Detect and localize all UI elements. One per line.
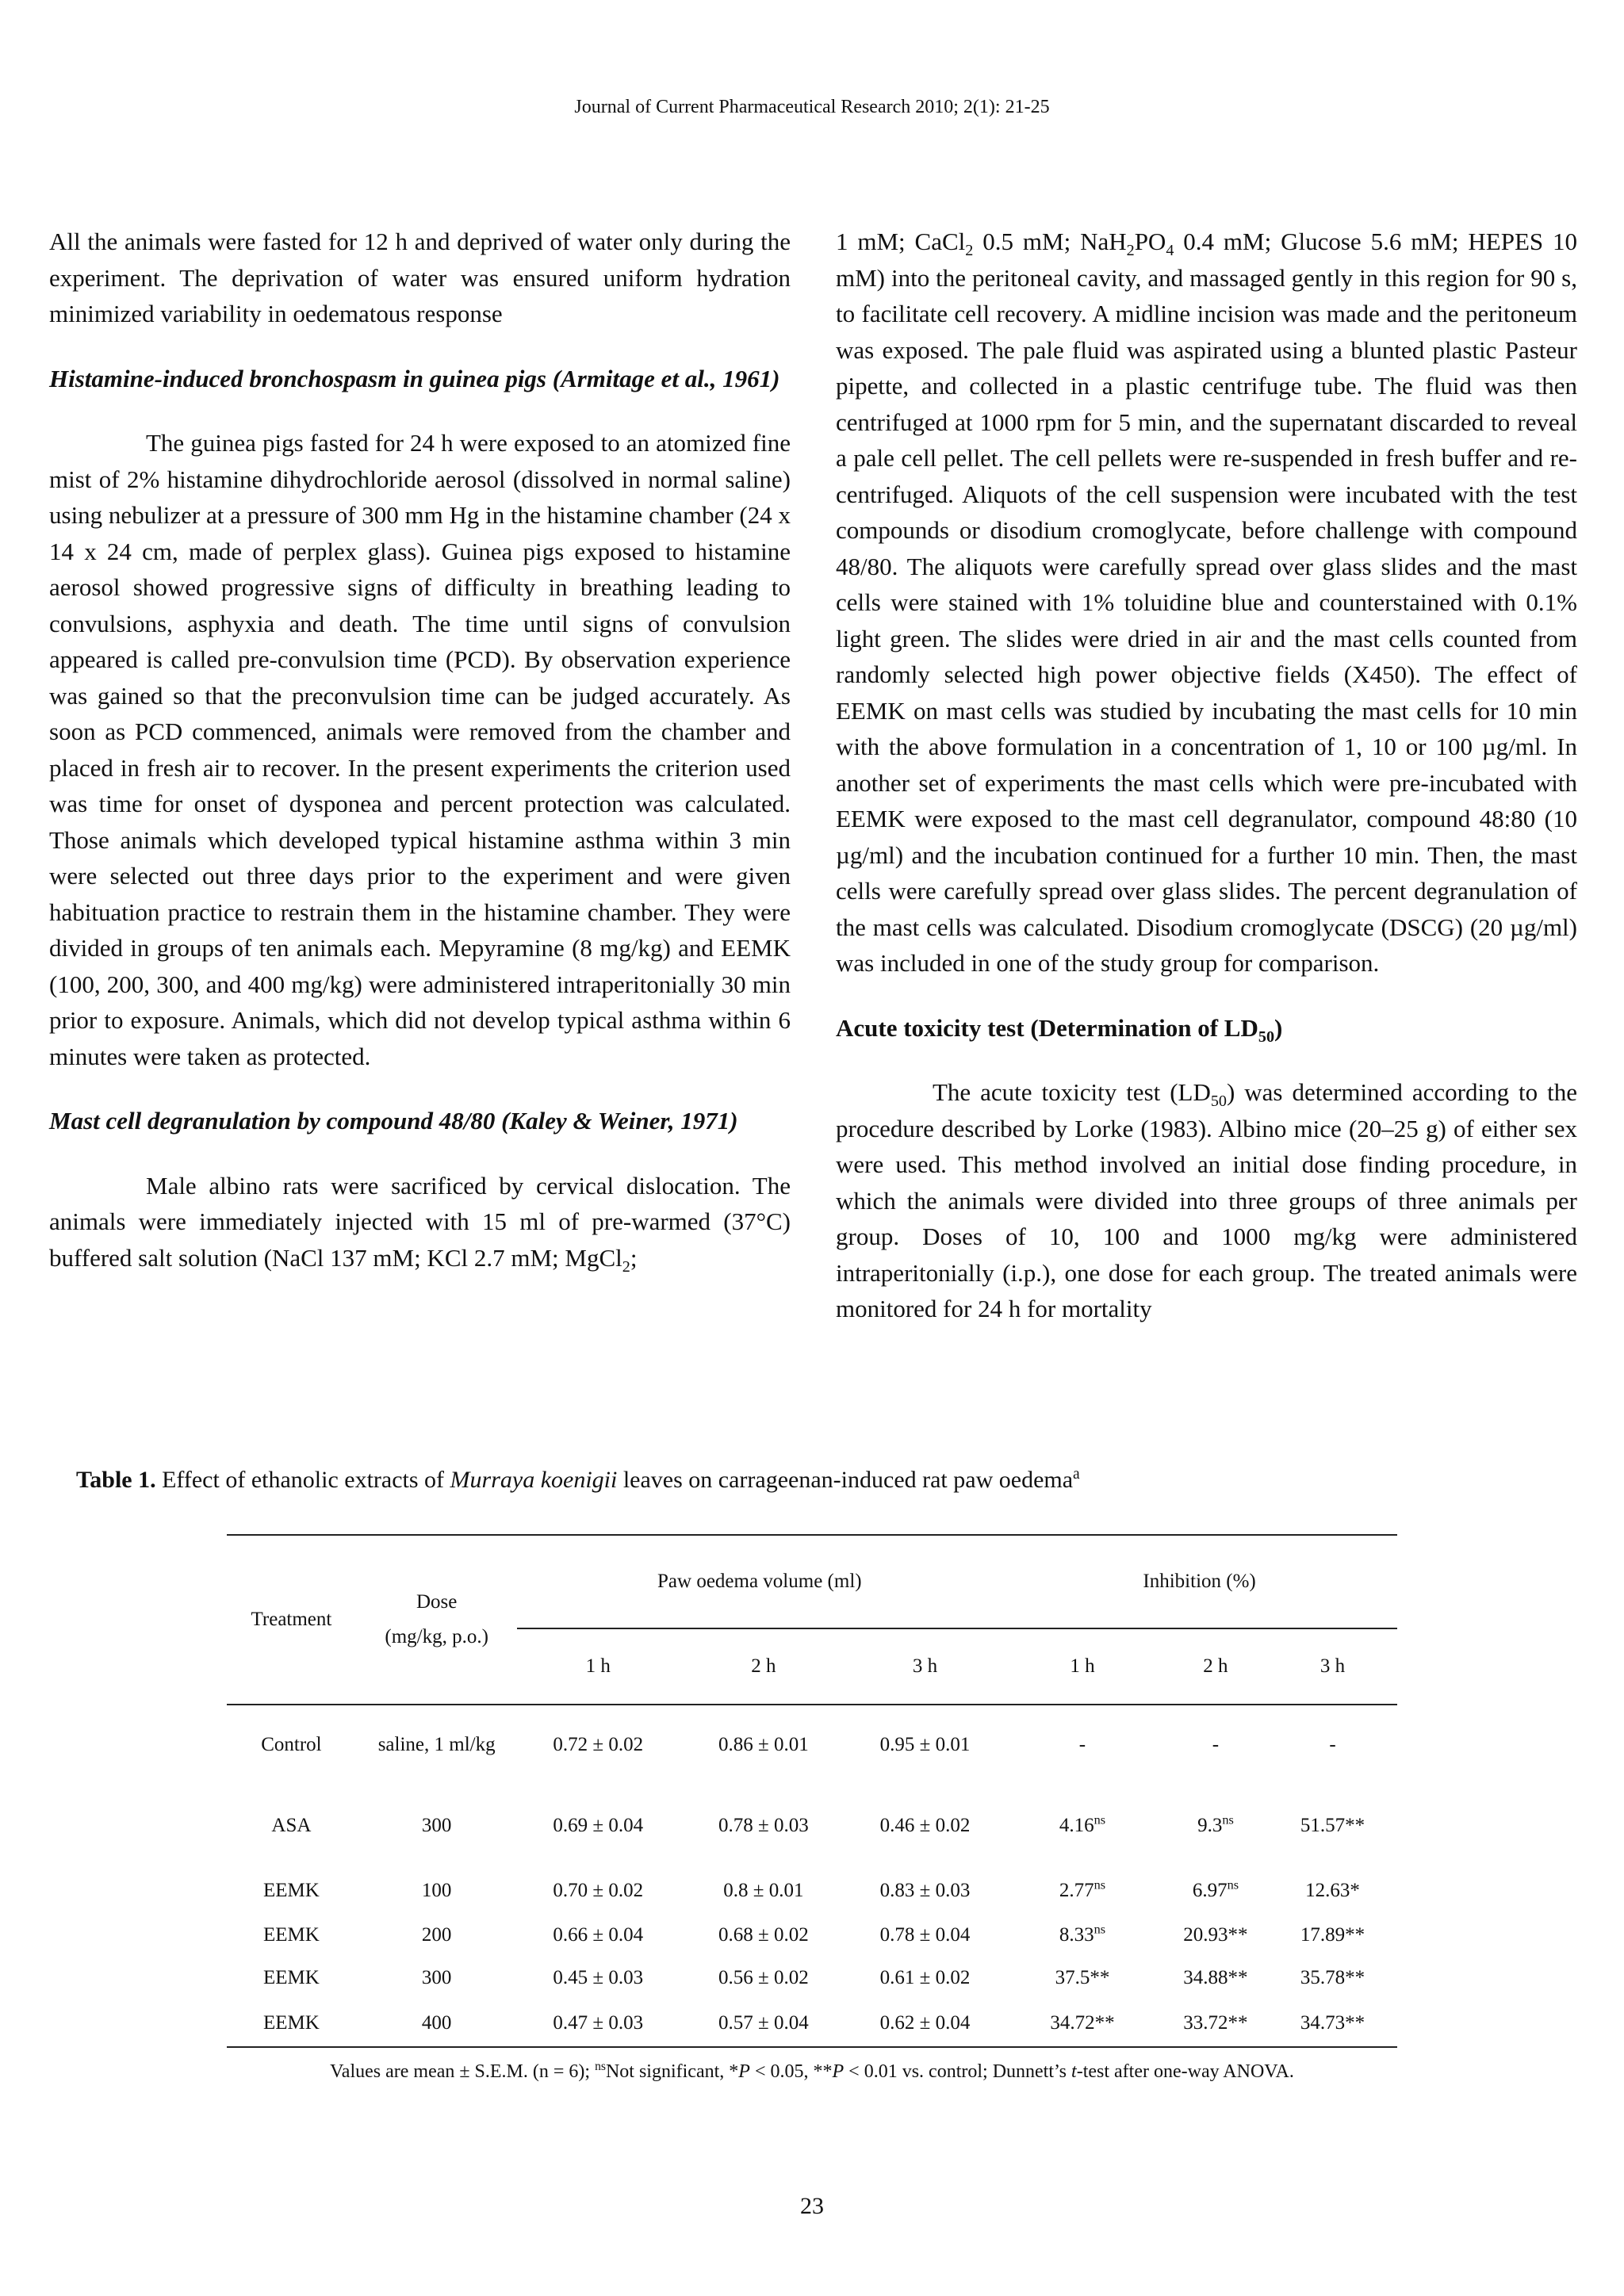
header-treatment: Treatment <box>251 1609 332 1630</box>
page-number: 23 <box>800 2193 824 2219</box>
table-caption: Table 1. Effect of ethanolic extracts of Murraya koenigii leaves on carrageenan-induced rat paw oedema$^a$ <box>76 1466 1080 1493</box>
results-table <box>227 1534 1397 2048</box>
table-row: EEMK 400 0.47 ± 0.03 0.57 ± 0.04 0.62 ± 0.04 34.72** 33.72** 34.73** <box>227 1999 1397 2047</box>
table-row: ASA 300 0.69 ± 0.04 0.78 ± 0.03 0.46 ± 0.02 $4.16^{ns}$ $9.3^{ns}$ 51.57** <box>271 1812 1365 1836</box>
paragraph-mast-method-start: Male albino rats were sacrificed by cervical dislocation. The animals were immediately injected with 15 ml of pre-warmed (37°C) buffered salt solution (NaCl 137 mM; KCl 2.7 mM; MgCl$_2$; <box>49 1171 791 1276</box>
paragraph-histamine-method: The guinea pigs fasted for 24 h were exposed to an atomized fine mist of 2% histamine dihydrochloride aerosol (dissolved in normal saline) using nebulizer at a pressure of 300 mm Hg in the histamine chamber (24 x 14 x 24 cm, made of perplex glass). Guinea pigs exposed to histamine aerosol showed progressive signs of difficulty in breathing leading to convulsions, asphyxia and death. The time until signs of convulsion appeared is called pre-convulsion time (PCD). By observation experience was gained so that the preconvulsion time can be judged accurately. As soon as PCD commenced, animals were removed from the chamber and placed in fresh air to recover. In the present experiments the criterion used was time for onset of dysponea and percent protection was calculated. Those animals which developed typical histamine asthma within 3 min were selected out three days prior to the experiment and were given habituation practice to restrain them in the histamine chamber. They were divided in groups of ten animals each. Mepyramine (8 mg/kg) and EEMK (100, 200, 300, and 400 mg/kg) were administered intraperitonially 30 min prior to exposure. Animals, which did not develop typical asthma within 6 minutes were taken as protected. <box>49 429 791 1070</box>
left-column <box>49 224 791 1276</box>
header-inh-2h: 2 h <box>1203 1655 1228 1677</box>
heading-mast-cell-degranulation: Mast cell degranulation by compound 48/80 (Kaley & Weiner, 1971) <box>49 1107 738 1135</box>
table-footnote: Values are mean ± S.E.M. (n = 6); $^{ns}$Not significant, *P < 0.05, **P < 0.01 vs. control; Dunnett’s t-test after one-way ANOVA. <box>330 2060 1294 2082</box>
header-paw-3h: 3 h <box>912 1655 938 1677</box>
header-paw-1h: 1 h <box>585 1655 611 1677</box>
header-dose: Dose (mg/kg, p.o.) <box>385 1591 488 1647</box>
paragraph-mast-method-continued: 1 mM; CaCl$_2$ 0.5 mM; $NaH_2PO_4$ 0.4 mM; Glucose 5.6 mM; HEPES 10 mM) into the peritoneal cavity, and massaged gently in this region for 90 s, to facilitate cell recovery. A midline incision was made and the peritoneum was exposed. The pale fluid was aspirated using a blunted plastic Pasteur pipette, and collected in a plastic centrifuge tube. The fluid was then centrifuged at 1000 rpm for 5 min, and the supernatant discarded to reveal a pale cell pellet. The cell pellets were re-suspended in fresh buffer and re-centrifuged. Aliquots of the cell suspension were incubated with the test compounds or disodium cromoglycate, before challenge with compound 48/80. The aliquots were carefully spread over glass slides and the mast cells were stained with 1% toluidine blue and counterstained with 0.1% light green. The slides were dried in air and the mast cells counted from randomly selected high power objective fields (X450). The effect of EEMK on mast cells was studied by incubating the mast cells for 10 min with the above formulation in a concentration of 1, 10 or 100 µg/ml. In another set of experiments the mast cells which were pre-incubated with EEMK were exposed to the mast cell degranulator, compound 48:80 (10 µg/ml) and the incubation continued for a further 10 min. Then, the mast cells were carefully spread over glass slides. The percent degranulation of the mast cells was calculated. Disodium cromoglycate (DSCG) (20 µg/ml) was included in one of the study group for comparison. <box>836 228 1578 977</box>
table-label: Table 1. <box>76 1467 156 1493</box>
table-row: EEMK 300 0.45 ± 0.03 0.56 ± 0.02 0.61 ± 0.02 37.5** 34.88** 35.78** <box>263 1967 1365 1988</box>
header-paw-2h: 2 h <box>751 1655 776 1677</box>
running-head: Journal of Current Pharmaceutical Research 2010; 2(1): 21-25 <box>574 97 1050 117</box>
table-row: EEMK 100 0.70 ± 0.02 0.8 ± 0.01 0.83 ± 0.03 $2.77^{ns}$ $6.97^{ns}$ 12.63* <box>263 1877 1360 1901</box>
paragraph-fasting: All the animals were fasted for 12 h and deprived of water only during the experiment. The deprivation of water was ensured uniform hydration minimized variability in oedematous response <box>49 228 791 327</box>
table-row: Control saline, 1 ml/kg 0.72 ± 0.02 0.86 ± 0.01 0.95 ± 0.01 - - - <box>261 1733 1336 1755</box>
heading-histamine-bronchospasm: Histamine-induced bronchospasm in guinea pigs (Armitage et al., 1961) <box>49 364 780 392</box>
heading-acute-toxicity: Acute toxicity test (Determination of $LD_{50}$) <box>836 1013 1283 1046</box>
header-inhibition: Inhibition (%) <box>1002 1535 1397 1628</box>
table-row: EEMK 200 0.66 ± 0.04 0.68 ± 0.02 0.78 ± 0.04 $8.33^{ns}$ 20.93** 17.89** <box>263 1922 1365 1946</box>
paragraph-acute-toxicity: The acute toxicity test $(LD_{50})$ was determined according to the procedure described by Lorke (1983). Albino mice (20–25 g) of either sex were used. This method involved an initial dose finding procedure, in which the animals were divided into three groups of three animals per group. Doses of 10, 100 and 1000 mg/kg were administered intraperitonially (i.p.), one dose for each group. The treated animals were monitored for 24 h for mortality <box>836 1078 1577 1322</box>
header-inh-3h: 3 h <box>1320 1655 1346 1677</box>
header-inh-1h: 1 h <box>1070 1655 1095 1677</box>
header-paw-volume: Paw oedema volume (ml) <box>517 1535 1002 1628</box>
right-column <box>836 224 1577 1327</box>
